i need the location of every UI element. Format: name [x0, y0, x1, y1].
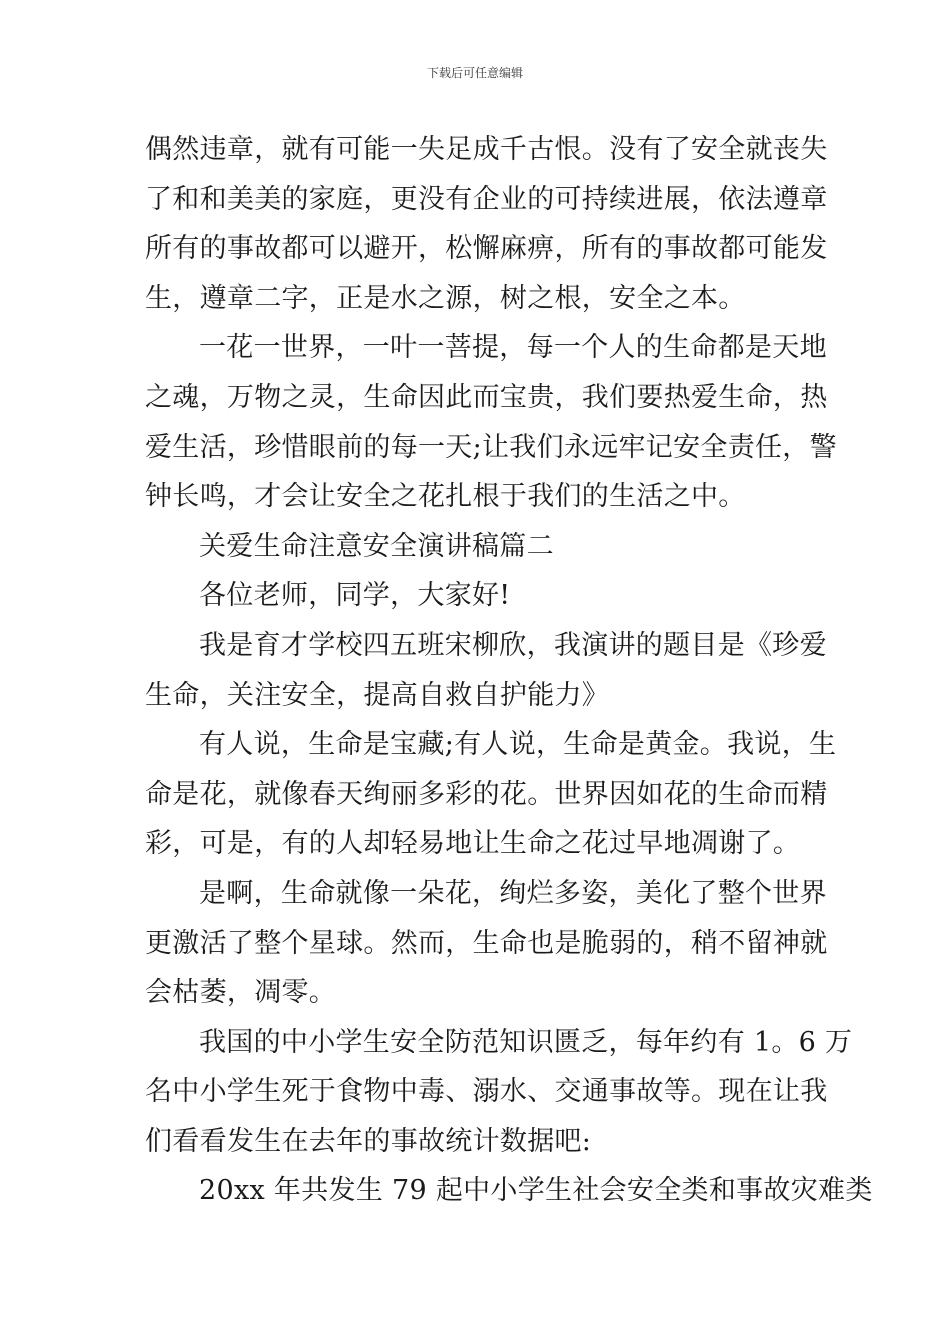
text-line: 我国的中小学生安全防范知识匮乏，每年约有 1。6 万: [199, 1026, 853, 1058]
text-line: 是啊，生命就像一朵花，绚烂多姿，美化了整个世界: [199, 877, 827, 909]
text-line: 会枯萎，凋零。: [145, 977, 337, 1009]
text-line: 命是花，就像春天绚丽多彩的花。世界因如花的生命而精: [145, 778, 828, 810]
text-line: 们看看发生在去年的事故统计数据吧:: [145, 1125, 592, 1157]
text-line: 之魂，万物之灵，生命因此而宝贵，我们要热爱生命，热: [145, 381, 828, 413]
text-line: 了和和美美的家庭，更没有企业的可持续进展，依法遵章: [145, 183, 828, 215]
text-line: 所有的事故都可以避开，松懈麻痹，所有的事故都可能发: [145, 233, 828, 265]
text-line: 我是育才学校四五班宋柳欣，我演讲的题目是《珍爱: [199, 629, 827, 661]
text-line: 钟长鸣，才会让安全之花扎根于我们的生活之中。: [145, 481, 746, 513]
text-line: 有人说，生命是宝藏;有人说，生命是黄金。我说，生: [199, 729, 837, 761]
page-header: 下载后可任意编辑: [426, 66, 523, 80]
text-line: 生命，关注安全，提高自救自护能力》: [145, 679, 610, 711]
text-line: 生，遵章二字，正是水之源，树之根，安全之本。: [145, 282, 746, 314]
text-line: 一花一世界，一叶一菩提，每一个人的生命都是天地: [199, 332, 827, 364]
text-line: 名中小学生死于食物中毒、溺水、交通事故等。现在让我: [145, 1076, 828, 1108]
text-line: 各位老师，同学，大家好!: [199, 580, 511, 612]
text-line: 彩，可是，有的人却轻易地让生命之花过早地凋谢了。: [145, 828, 801, 860]
text-line: 关爱生命注意安全演讲稿篇二: [199, 530, 554, 562]
text-line: 更激活了整个星球。然而，生命也是脆弱的，稍不留神就: [145, 927, 828, 959]
text-line: 爱生活，珍惜眼前的每一天;让我们永远牢记安全责任，警: [145, 431, 837, 463]
text-line: 偶然违章，就有可能一失足成千古恨。没有了安全就丧失: [145, 134, 828, 165]
document-body: [145, 125, 873, 1216]
text-line: 20xx 年共发生 79 起中小学生社会安全类和事故灾难类: [199, 1175, 873, 1207]
